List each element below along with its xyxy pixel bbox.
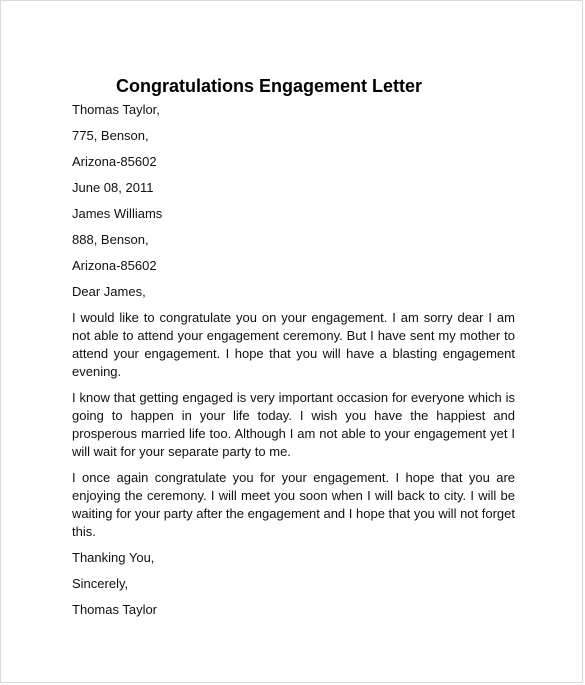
recipient-name: James Williams xyxy=(72,206,163,221)
body-paragraph-2: I know that getting engaged is very important occasion for everyone which is going to happen in your life today. I wish you have the happiest and prosperous married life too. Although I am not able to your engagement yet I will wait for your separate party to me. xyxy=(72,390,515,459)
body-paragraph-3: I once again congratulate you for your engagement. I hope that you are enjoying the ceremony. I will meet you soon when I will back to city. I will be waiting for your party after the engagement and I hope that you will not forget this. xyxy=(72,470,515,539)
salutation: Dear James, xyxy=(72,284,146,299)
sender-region: Arizona-85602 xyxy=(72,154,157,169)
closing-thanks: Thanking You, xyxy=(72,550,155,565)
body-paragraph-1: I would like to congratulate you on your engagement. I am sorry dear I am not able to attend your engagement ceremony. But I have sent my mother to attend your engagement. I hope that you will have a blasting engagement evening. xyxy=(72,310,515,379)
recipient-street: 888, Benson, xyxy=(72,232,149,247)
closing-sincerely: Sincerely, xyxy=(72,576,129,591)
letter-body xyxy=(72,75,515,627)
recipient-region: Arizona-85602 xyxy=(72,258,157,273)
signature-name: Thomas Taylor xyxy=(72,602,158,617)
letter-title: Congratulations Engagement Letter xyxy=(116,76,423,96)
sender-name: Thomas Taylor, xyxy=(72,102,160,117)
sender-street: 775, Benson, xyxy=(72,128,149,143)
letter-date: June 08, 2011 xyxy=(72,180,154,195)
